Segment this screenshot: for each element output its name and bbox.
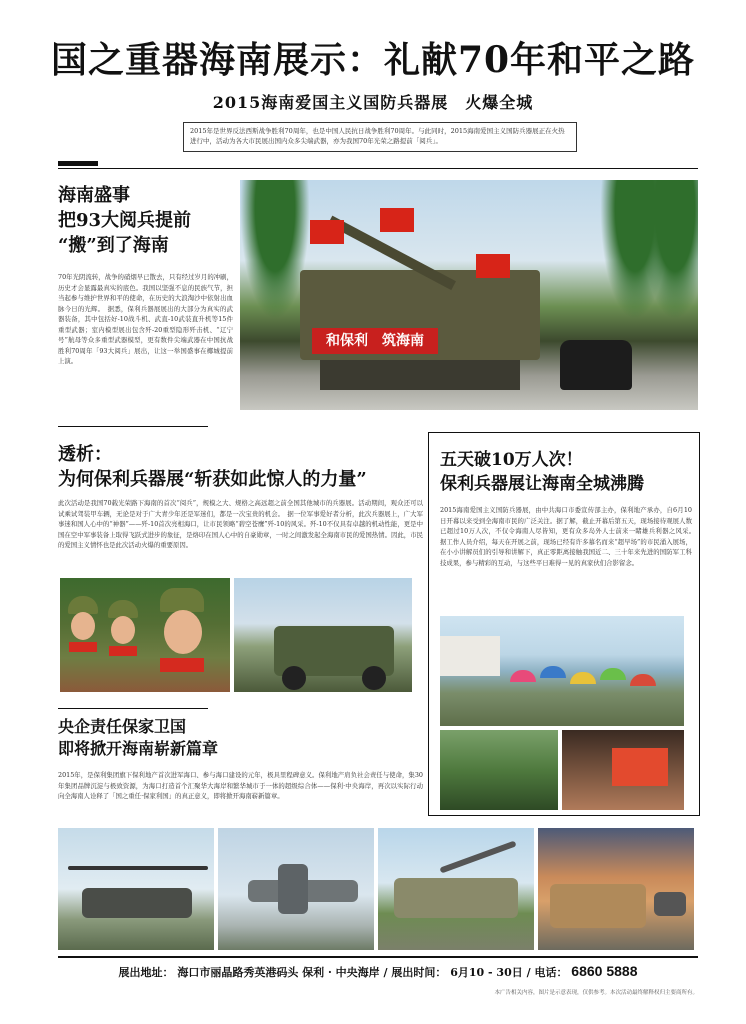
armored-vehicle-photo (378, 828, 534, 950)
parade-banner: 和保利 筑海南 (312, 328, 438, 354)
military-jeep-photo (234, 578, 412, 692)
divider (58, 168, 698, 169)
face-image (164, 610, 202, 654)
section2-title (58, 442, 428, 492)
page-headline: 国之重器海南展示：礼献70年和平之路 (50, 39, 696, 81)
divider (58, 956, 698, 958)
section1-body: 70年光阴流转，战争的硝烟早已散去，只有经过岁月的冲刷，历史才会显露最真实的底色。我国以坚强不息的民族气节，担当起参与维护世界和平的使命，在历史的大浪淘沙中依射出血脉今日的光辉。 据悉，保利兵器展展出的大部分为真实的武器装备，其中包括好-10战斗机、武直-10武装直升机等15件重型武器；室内模型展出包含歼-20重型隐形歼击机、“辽宁号”航母等众多重型武器模型，更有数件尖端武器在中国抗战胜利70周年「93大阅兵」展出，让这一举国盛事在椰城提前上演。 (58, 273, 233, 365)
flag-image (476, 254, 510, 278)
wheel-image (362, 666, 386, 690)
section1-title-line3: “搬”到了海南 (58, 235, 169, 256)
address-label: 展出地址： (118, 966, 174, 979)
truck-image (320, 360, 520, 390)
section3-title-line1: 央企责任保家卫国 (58, 717, 187, 736)
face-image (111, 616, 135, 644)
performance-photo (440, 730, 558, 810)
divider (58, 426, 208, 427)
section4-body: 2015海南爱国主义国防兵器展，由中共海口市委宣传部主办，保利地产承办，自6月10日开幕以来受到全海南市民的广泛关注。据了解，截止开幕后第五天，现场接待观展人数已超过10万人次，不仅令海南人尽皆知，更有众多岛外人士前来一睹雄兵利器之风采。 据工作人员介绍，每天在开展之前，现场已经有许多慕名而来“超早场”的市民涌入展场，在小小讲解员们的引导和讲解下，真正零距离接触我国近二、三十年来先进的国防军工科技成果，参与精彩的互动，与这些平日难得一见的真家伙们合影留念。 (440, 506, 699, 567)
section4-title-line1: 五天破10万人次！ (440, 450, 583, 470)
phone-value: 6860 5888 (571, 963, 638, 979)
flag-image (310, 220, 344, 244)
military-truck-image (550, 884, 646, 928)
umbrella-image (570, 672, 596, 684)
footer-info (58, 962, 698, 982)
scarf-image (160, 658, 204, 672)
time-value: 6月10 - 30日 (450, 966, 523, 979)
vehicle-image (654, 892, 686, 916)
section1-title-line1: 海南盛事 (58, 185, 130, 206)
section2-body: 此次活动是我国70载光荣路下海南的首次“阅兵”，规模之大、规格之高远超之前全国其他城市的兵器展。活动期间，观众还可以试乘试驾装甲车辆，无论是对于广大青少年还是军迷们，都是一次宝贵的机会。 据一位军事爱好者分析，此次兵器展上，广大军事迷和国人心中的“神器”——歼-10首次亮相海口，让市民领略“碧空苍鹰”歼-10的风采。歼-10不仅具有卓越的机动性能，更是中国在空中军事装备上取得飞跃式进步的象征，是烙印在国人心中的自豪勋章，一时之间激发起全海南市民的爱国热情。因此，市民的爱国主义情怀也是此次活动火爆的重要原因。 (58, 499, 423, 549)
umbrella-image (510, 670, 536, 682)
section4-title (440, 448, 698, 496)
section3-title-line2: 即将掀开海南崭新篇章 (58, 739, 219, 758)
rotor-image (68, 866, 208, 870)
palm-tree-image (640, 180, 698, 320)
umbrella-image (630, 674, 656, 686)
face-image (71, 612, 95, 640)
footnote: 本广告相关内容，图片是示意表现，仅供参考。本次活动最终解释权归主要商所有。 (494, 990, 698, 996)
cap-image (160, 588, 204, 612)
tent-image (440, 636, 500, 676)
jet-wing-image (278, 864, 308, 914)
wheel-image (282, 666, 306, 690)
cannon-image (439, 841, 516, 874)
section3-body: 2015年，是保利集团旗下保利地产首次进军海口、参与海口建设的元年，极具里程碑意义。保利地产肩负社会责任与使命，集30年集团品牌沉淀与极致资源，为海口打造首个汇聚华大海岸和繁华城市于一体的超级综合体——保利·中央海岸，再次以实际行动向全海南人诠释了「国之重任·保家利国」的真正意义，即将掀开海南崭新篇章。 (58, 771, 423, 800)
intro-box (183, 122, 577, 152)
helicopter-image (82, 888, 192, 918)
phone-label: 电话： (534, 966, 568, 979)
scarf-image (69, 642, 97, 652)
section2-title-line2: 为何保利兵器展“斩获如此惊人的力量” (58, 469, 367, 490)
section2-title-line1: 透析： (58, 444, 112, 465)
umbrella-image (540, 666, 566, 678)
page-subhead: 2015海南爱国主义国防兵器展 火爆全城 (212, 93, 534, 112)
section-marker (58, 161, 98, 166)
exhibition-hall-photo (562, 730, 684, 810)
children-photo (60, 578, 230, 692)
section4-title-line2: 保利兵器展让海南全城沸腾 (440, 474, 644, 494)
separator: / (383, 966, 388, 979)
separator: / (526, 966, 531, 979)
divider (58, 708, 208, 709)
section1-title-line2: 把93大阅兵提前 (58, 210, 192, 231)
car-image (560, 340, 632, 390)
screen-image (612, 748, 668, 786)
parade-photo (240, 180, 698, 410)
military-truck-photo (538, 828, 694, 950)
section1-title (58, 183, 233, 258)
umbrella-image (600, 668, 626, 680)
crowd-photo (440, 616, 684, 726)
time-label: 展出时间： (391, 966, 447, 979)
helicopter-photo (58, 828, 214, 950)
fighter-jet-photo (218, 828, 374, 950)
intro-text: 2015年是世界反法西斯战争胜利70周年，也是中国人民抗日战争胜利70周年。与此同时，2015海南爱国主义国防兵器展正在火热进行中，活动为各大市民展出国内众多尖端武器，亦为我国70年光荣之路提前「阅兵」。 (190, 127, 565, 145)
address-value: 海口市丽晶路秀英港码头 保利 · 中央海岸 (177, 966, 380, 979)
armored-vehicle-image (394, 878, 518, 918)
scarf-image (109, 646, 137, 656)
section3-title (58, 716, 428, 760)
flag-image (380, 208, 414, 232)
